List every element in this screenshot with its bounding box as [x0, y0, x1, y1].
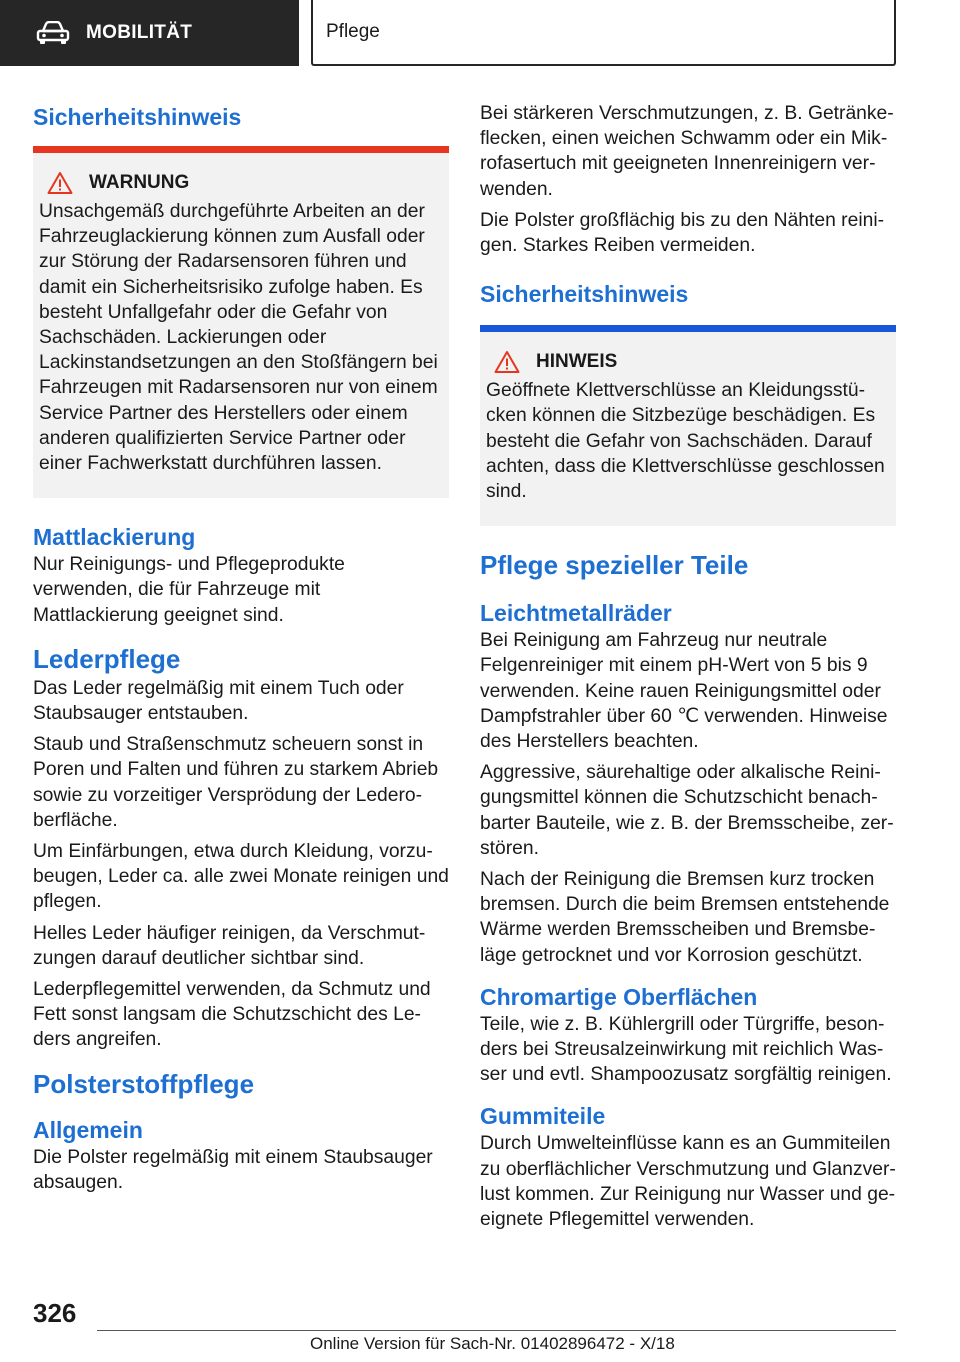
paragraph-leder-2: Staub und Straßenschmutz scheuern sonst in Poren und Falten und führen zu starkem Abrieb sowie zu vorzeitiger Versprödung der Lederoberfläche.	[33, 734, 439, 831]
warning-triangle-icon	[47, 171, 73, 195]
paragraph-leder-4: Helles Leder häufiger reinigen, da Verschmutzungen darauf deutlicher sichtbar sind.	[33, 922, 426, 969]
paragraph-polster-1: Bei stärkeren Verschmutzungen, z. B. Getränkeflecken, einen weichen Schwamm oder ein Mikrofasertuch mit geeigneten Innenreinigern verwenden.	[480, 103, 894, 200]
footer-version: Online Version für Sach-Nr. 01402896472 - X/18	[310, 1334, 675, 1353]
paragraph-leicht-2: Aggressive, säurehaltige oder alkalische Reinigungsmittel können die Schutzschicht benachbarter Bauteile, wie z. B. der Bremsscheibe, zerstören.	[480, 762, 894, 859]
chapter-title: Pflege	[326, 21, 380, 42]
heading-pflege-spezieller-teile: Pflege spezieller Teile	[480, 550, 749, 581]
heading-leichtmetallraeder: Leichtmetallräder	[480, 600, 672, 627]
heading-gummiteile: Gummiteile	[480, 1103, 606, 1130]
page-number: 326	[33, 1298, 77, 1328]
heading-sicherheitshinweis: Sicherheitshinweis	[33, 104, 242, 130]
heading-allgemein: Allgemein	[33, 1116, 143, 1143]
paragraph-mattlackierung: Nur Reinigungs- und Pflegeprodukte verwenden, die für Fahrzeuge mit Mattlackierung geeignet sind.	[33, 554, 345, 626]
section-tab-label: MOBILITÄT	[86, 22, 193, 43]
right-column	[480, 96, 896, 1238]
paragraph-allgemein: Die Polster regelmäßig mit einem Staubsauger absaugen.	[33, 1146, 433, 1193]
car-icon	[36, 21, 70, 45]
paragraph-leder-5: Lederpflegemittel verwenden, da Schmutz und Fett sonst langsam die Schutzschicht des Leders angreifen.	[33, 979, 431, 1051]
heading-sicherheitshinweis-2: Sicherheitshinweis	[480, 281, 689, 308]
paragraph-chrom: Teile, wie z. B. Kühlergrill oder Türgriffe, besonders bei Streusalzeinwirkung mit reichlich Wasser und evtl. Shampoozusatz sorgfältig reinigen.	[480, 1013, 892, 1086]
paragraph-leicht-1: Bei Reinigung am Fahrzeug nur neutrale Felgenreiniger mit einem pH-Wert von 5 bis 9 verwenden. Keine rauen Reinigungsmittel oder Dampfstrahler über 60 ℃ verwenden. Hinweise des Herstellers beachten.	[480, 630, 888, 753]
hint-box	[480, 332, 896, 526]
paragraph-leicht-3: Nach der Reinigung die Bremsen kurz trocken bremsen. Durch die beim Bremsen entstehende Wärme werden Bremsscheiben und Bremsbeläge getrocknet und vor Korrosion geschützt.	[480, 869, 890, 966]
warning-bar	[33, 146, 449, 153]
warning-text: Unsachgemäß durchgeführte Arbeiten an der Fahrzeuglackierung können zum Ausfall oder zur Störung der Radarsensoren führen und damit ein Sicherheitsrisiko zufolge haben. Es besteht Unfallgefahr oder die Gefahr von Sachschäden. Lackierungen oder Lackinstandsetzungen an den Stoßfängern bei Fahrzeugen mit Radarsensoren nur von einem Service Partner des Herstellers oder einem anderen qualifizierten Service Partner oder einer Fachwerkstatt durchführen lassen.	[39, 201, 438, 475]
hint-text: Geöffnete Klettverschlüsse an Kleidungsstücken können die Sitzbezüge beschädigen. Es besteht die Gefahr von Sachschäden. Darauf achten, dass die Klettverschlüsse geschlossen sind.	[486, 380, 885, 503]
paragraph-leder-1: Das Leder regelmäßig mit einem Tuch oder Staubsauger entstauben.	[33, 677, 404, 725]
section-tab	[0, 0, 299, 66]
warning-triangle-icon	[494, 350, 520, 374]
paragraph-gummi: Durch Umwelteinflüsse kann es an Gummiteilen zu oberflächlicher Verschmutzung und Glanzverlust kommen. Zur Reinigung nur Wasser und geeignete Pflegemittel verwenden.	[480, 1133, 896, 1231]
heading-polsterstoffpflege: Polsterstoffpflege	[33, 1068, 255, 1099]
chapter-title-box	[311, 0, 896, 66]
hint-bar	[480, 325, 896, 332]
hint-title: HINWEIS	[536, 351, 618, 373]
warning-title: WARNUNG	[89, 172, 190, 193]
footer-divider	[97, 1330, 896, 1331]
warning-box	[33, 153, 449, 498]
heading-chromartige-oberflaechen: Chromartige Oberflächen	[480, 983, 758, 1010]
page-header	[0, 0, 960, 66]
paragraph-leder-3: Um Einfärbungen, etwa durch Kleidung, vorzubeugen, Leder ca. alle zwei Monate reinigen und pflegen.	[33, 841, 449, 913]
left-column	[33, 96, 449, 1201]
heading-lederpflege: Lederpflege	[33, 643, 181, 674]
paragraph-polster-2: Die Polster großflächig bis zu den Nähten reinigen. Starkes Reiben vermeiden.	[480, 209, 885, 257]
heading-mattlackierung: Mattlackierung	[33, 524, 196, 551]
